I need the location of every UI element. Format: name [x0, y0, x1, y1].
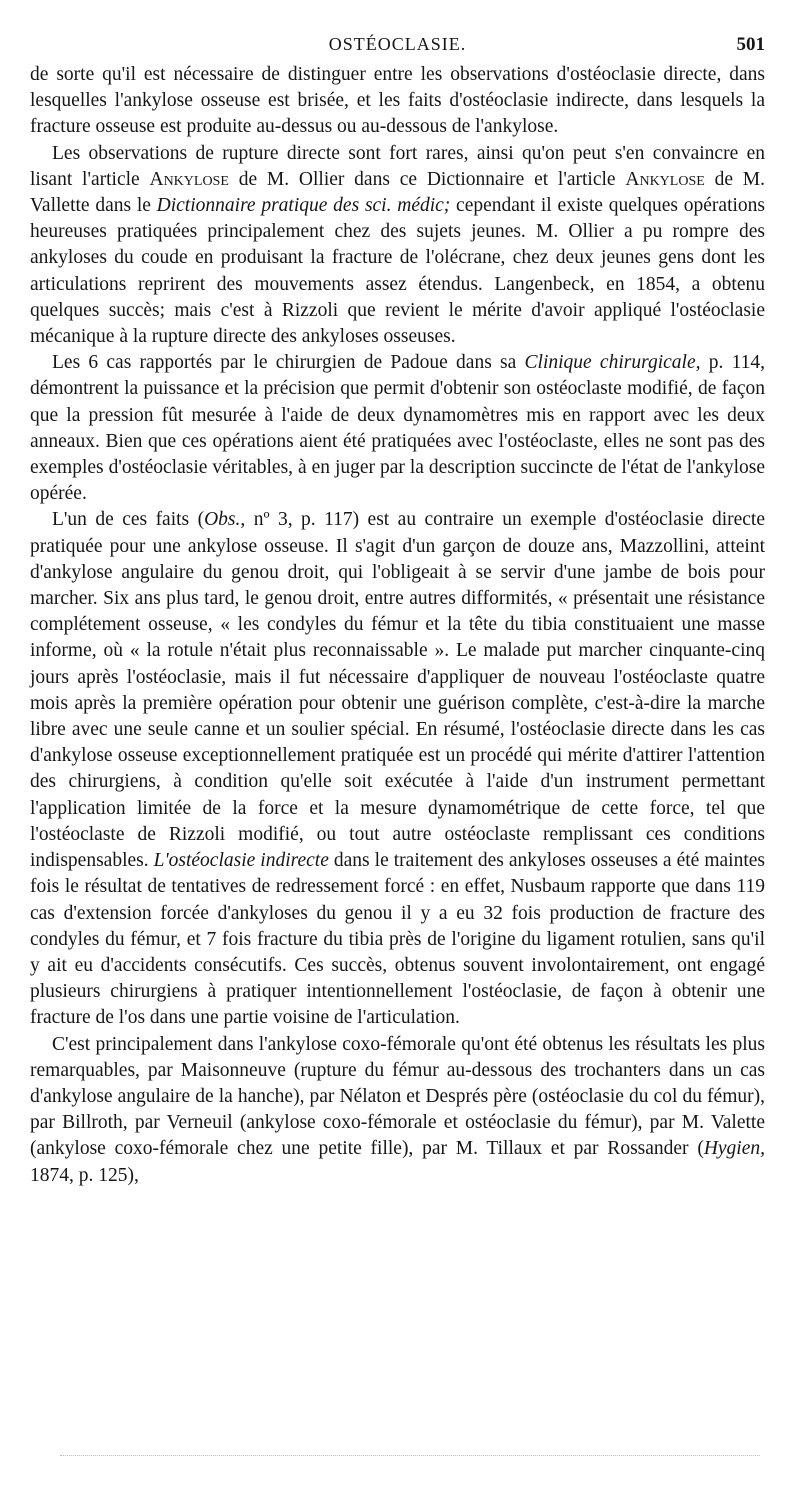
italic-text: Clinique chirurgicale, — [524, 352, 701, 374]
page-header — [30, 30, 765, 60]
text-segment: de sorte qu'il est nécessaire de distinguer entre les observations d'ostéoclasie directe, dans lesquelles l'ankylose osseuse est brisée, et les faits d'ostéoclasie indirecte, dans lesquels la fracture osseuse est produite au-dessus ou au-dessous de l'ankylose. — [30, 64, 765, 138]
running-title: OSTÉOCLASIE. — [328, 34, 467, 54]
paragraph — [30, 1032, 765, 1189]
italic-text: Dictionnaire pratique des sci. médic; — [156, 195, 451, 217]
text-segment: C'est principalement dans l'ankylose coxo-fémorale qu'ont été obtenus les résultats les plus remarquables, par Maisonneuve (rupture du fémur au-dessous des trochanters dans un cas d'ankylose angulaire de la hanche), par Nélaton et Després père (ostéoclasie du col du fémur), par Billroth, par Verneuil (ankylose coxo-fémorale et ostéoclasie du fémur), par M. Valette (ankylose coxo-fémorale chez une petite fille), par M. Tillaux et par Rossander ( — [30, 1033, 765, 1160]
smallcaps-text: Ankylose — [625, 168, 705, 190]
italic-text: L'ostéoclasie indirecte — [153, 850, 329, 872]
text-segment: de M. Ollier dans ce Dictionnaire et l'article — [228, 168, 626, 190]
text-segment: de M. Vallette dans le — [30, 168, 765, 217]
italic-text: Hygien, — [703, 1138, 765, 1160]
text-segment: Les observations de rupture directe sont fort rares, ainsi qu'on peut s'en convaincre en lisant l'article — [30, 142, 765, 190]
smallcaps-text: Ankylose — [149, 168, 229, 190]
bottom-dotted-rule — [60, 1455, 760, 1456]
text-segment: Les 6 cas rapportés par le chirurgien de Padoue dans sa — [52, 352, 525, 374]
text-segment: dans le traitement des ankyloses osseuses a été maintes fois le résultat de tentatives de redressement forcé : en effet, Nusbaum rapporte que dans 119 cas d'extension forcée d'ankyloses du genou il y a eu 32 fois production de fracture des condyles du fémur, et 7 fois fracture du tibia près de l'origine du ligament rotulien, sans qu'il y ait eu d'accidents consécutifs. Ces succès, obtenus souvent involontairement, ont engagé plusieurs chirurgiens à pratiquer intentionnellement l'ostéoclasie, de façon à obtenir une fracture de l'os dans une partie voisine de l'articulation. — [30, 850, 765, 1029]
paragraph — [30, 141, 765, 351]
paragraph — [30, 350, 765, 507]
body-text — [30, 62, 765, 1189]
paragraph — [30, 507, 765, 1031]
paragraph — [30, 62, 765, 141]
text-segment: p. 114, démontrent la puissance et la précision que permit d'obtenir son ostéoclaste modifié, de façon que la pression fût mesurée à l'aide de deux dynamomètres mis en rapport avec les deux anneaux. Bien que ces opérations aient été pratiquées avec l'ostéoclaste, elles ne sont pas des exemples d'ostéoclasie véritables, à en juger par la description succincte de l'état de l'ankylose opérée. — [30, 352, 765, 505]
page-number: 501 — [736, 34, 765, 55]
text-segment: L'un de ces faits ( — [52, 509, 205, 531]
text-segment: 1874, p. 125), — [30, 1164, 139, 1186]
italic-text: Obs. — [204, 509, 241, 531]
text-segment: cependant il existe quelques opérations heureuses pratiquées principalement chez des sujets jeunes. M. Ollier a pu rompre des ankyloses du coude en produisant la fracture de l'olécrane, chez deux jeunes gens dont les articulations reprirent des mouvements assez étendus. Langenbeck, en 1854, a obtenu quelques succès; mais c'est à Rizzoli que revient le mérite d'avoir appliqué l'ostéoclasie mécanique à la rupture directe des ankyloses osseuses. — [30, 195, 766, 348]
text-segment: , nº 3, p. 117) est au contraire un exemple d'ostéoclasie directe pratiquée pour une ankylose osseuse. Il s'agit d'un garçon de douze ans, Mazzollini, atteint d'ankylose angulaire du genou droit, qui l'obligeait à se servir d'une jambe de bois pour marcher. Six ans plus tard, le genou droit, entre autres difformités, « présentait une résistance complétement osseuse, « les condyles du fémur et la tête du tibia constituaient une masse informe, où « la rotule n'était plus reconnaissable ». Le malade put marcher cinquante-cinq jours après l'ostéoclasie, mais il fut nécessaire d'appliquer de nouveau l'ostéoclaste quatre mois après la première opération pour obtenir une guérison complète, c'est-à-dire la marche libre avec une seule canne et un soulier spécial. En résumé, l'ostéoclasie directe dans les cas d'ankylose osseuse exceptionnellement pratiquée est un procédé qui mérite d'attirer l'attention des chirurgiens, à condition qu'elle soit exécutée à l'aide d'un instrument permettant l'application limitée de la force et la mesure dynamométrique de cette force, tel que l'ostéoclaste de Rizzoli modifié, ou tout autre ostéoclaste remplissant ces conditions indispensables. — [30, 509, 765, 872]
